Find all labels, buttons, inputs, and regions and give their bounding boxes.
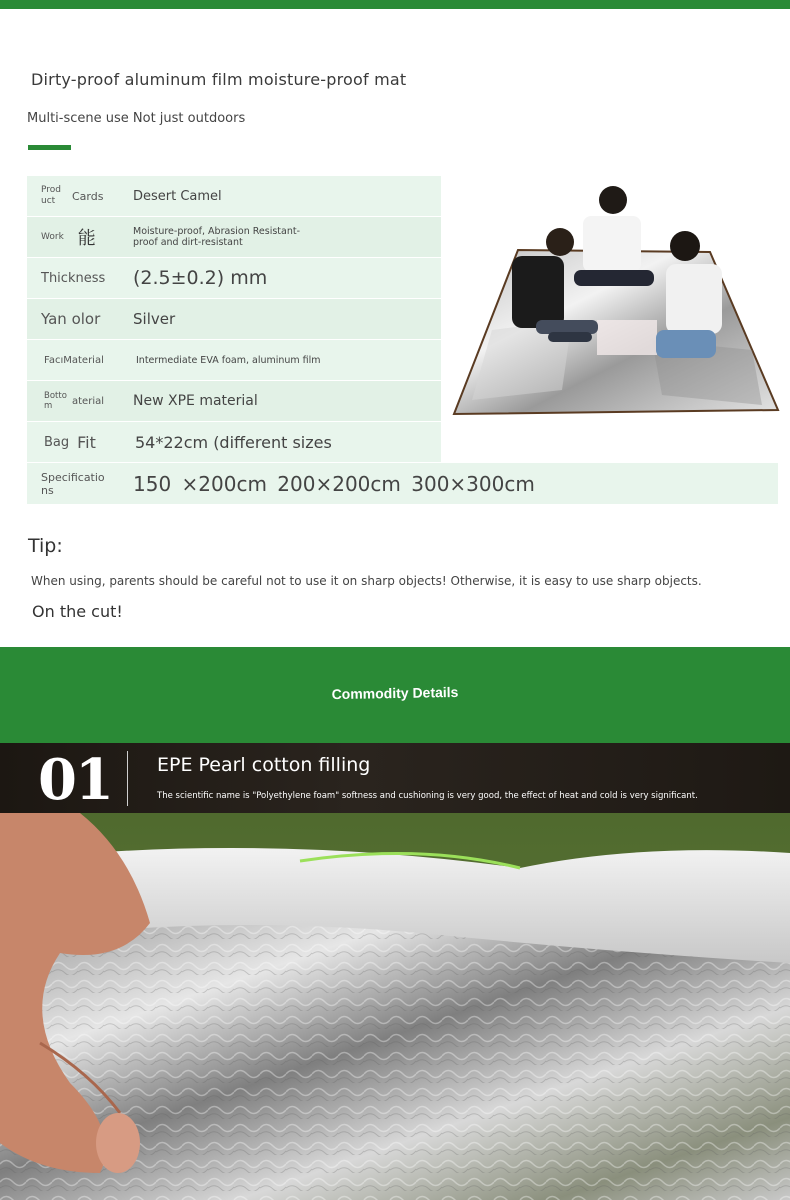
spec-label [44,381,104,421]
spec-label-part: Botto [44,391,67,401]
spec-label [41,176,103,216]
top-accent-bar [0,0,790,9]
feature-number: 01 [38,747,112,813]
spec-label-part: Work [41,232,64,242]
spec-table [27,176,535,505]
spec-value: (2.5±0.2) mm [133,267,268,289]
feature-title: EPE Pearl cotton filling [157,754,371,776]
spec-row-specifications [27,463,778,504]
tip-title: Tip: [28,535,63,557]
product-subtitle: Multi-scene use Not just outdoors [27,111,246,126]
feature-header [0,743,790,813]
spec-label: Yan olor [41,310,101,328]
product-photo-mat [452,180,782,425]
spec-label-part: uct [41,196,56,206]
spec-label-part: m [44,401,53,411]
spec-label [41,463,105,504]
spec-label-part: Bag [44,434,70,450]
product-photo-foil-closeup [0,813,790,1200]
spec-label-part: Fit [77,432,96,452]
spec-row-function [27,217,441,257]
spec-row-bag [27,422,441,462]
spec-label-part: Prod [41,185,61,195]
feature-description: The scientific name is "Polyethylene foam" softness and cushioning is very good, the effect of heat and cold is very significant. [157,791,698,801]
spec-label [41,217,96,257]
spec-label [44,422,96,462]
product-title: Dirty-proof aluminum film moisture-proof mat [31,70,407,89]
spec-label: FacıMaterial [44,354,104,366]
tip-text-continued: On the cut! [32,602,123,621]
spec-value: New XPE material [133,393,258,409]
spec-value: Intermediate EVA foam, aluminum film [136,354,321,366]
spec-label-part: Specificatio [41,470,105,484]
spec-value: 54*22cm (different sizes [135,432,332,452]
spec-label: Thickness [41,270,106,286]
feature-divider [127,751,128,806]
spec-row-color [27,299,441,339]
spec-label-part: ns [41,483,54,497]
tip-text: When using, parents should be careful not to use it on sharp objects! Otherwise, it is easy to use sharp objects. [31,574,702,588]
spec-value: 150 ×200cm 200×200cm 300×300cm [133,471,535,496]
commodity-details-title: Commodity Details [331,683,459,703]
commodity-details-band [0,647,790,743]
spec-row-product-cards [27,176,441,216]
spec-label-part: Cards [72,189,104,203]
title-accent-line [28,145,71,150]
spec-value [133,217,300,257]
spec-value-line: Moisture-proof, Abrasion Resistant- [133,226,301,237]
spec-value: Silver [133,310,176,328]
spec-label-part: 能 [77,228,96,249]
spec-row-thickness [27,258,441,298]
spec-value-line: proof and dirt-resistant [133,237,243,248]
spec-row-fabric [27,340,441,380]
spec-label-part: aterial [72,395,104,407]
spec-row-bottom-material [27,381,441,421]
spec-value: Desert Camel [133,188,222,204]
